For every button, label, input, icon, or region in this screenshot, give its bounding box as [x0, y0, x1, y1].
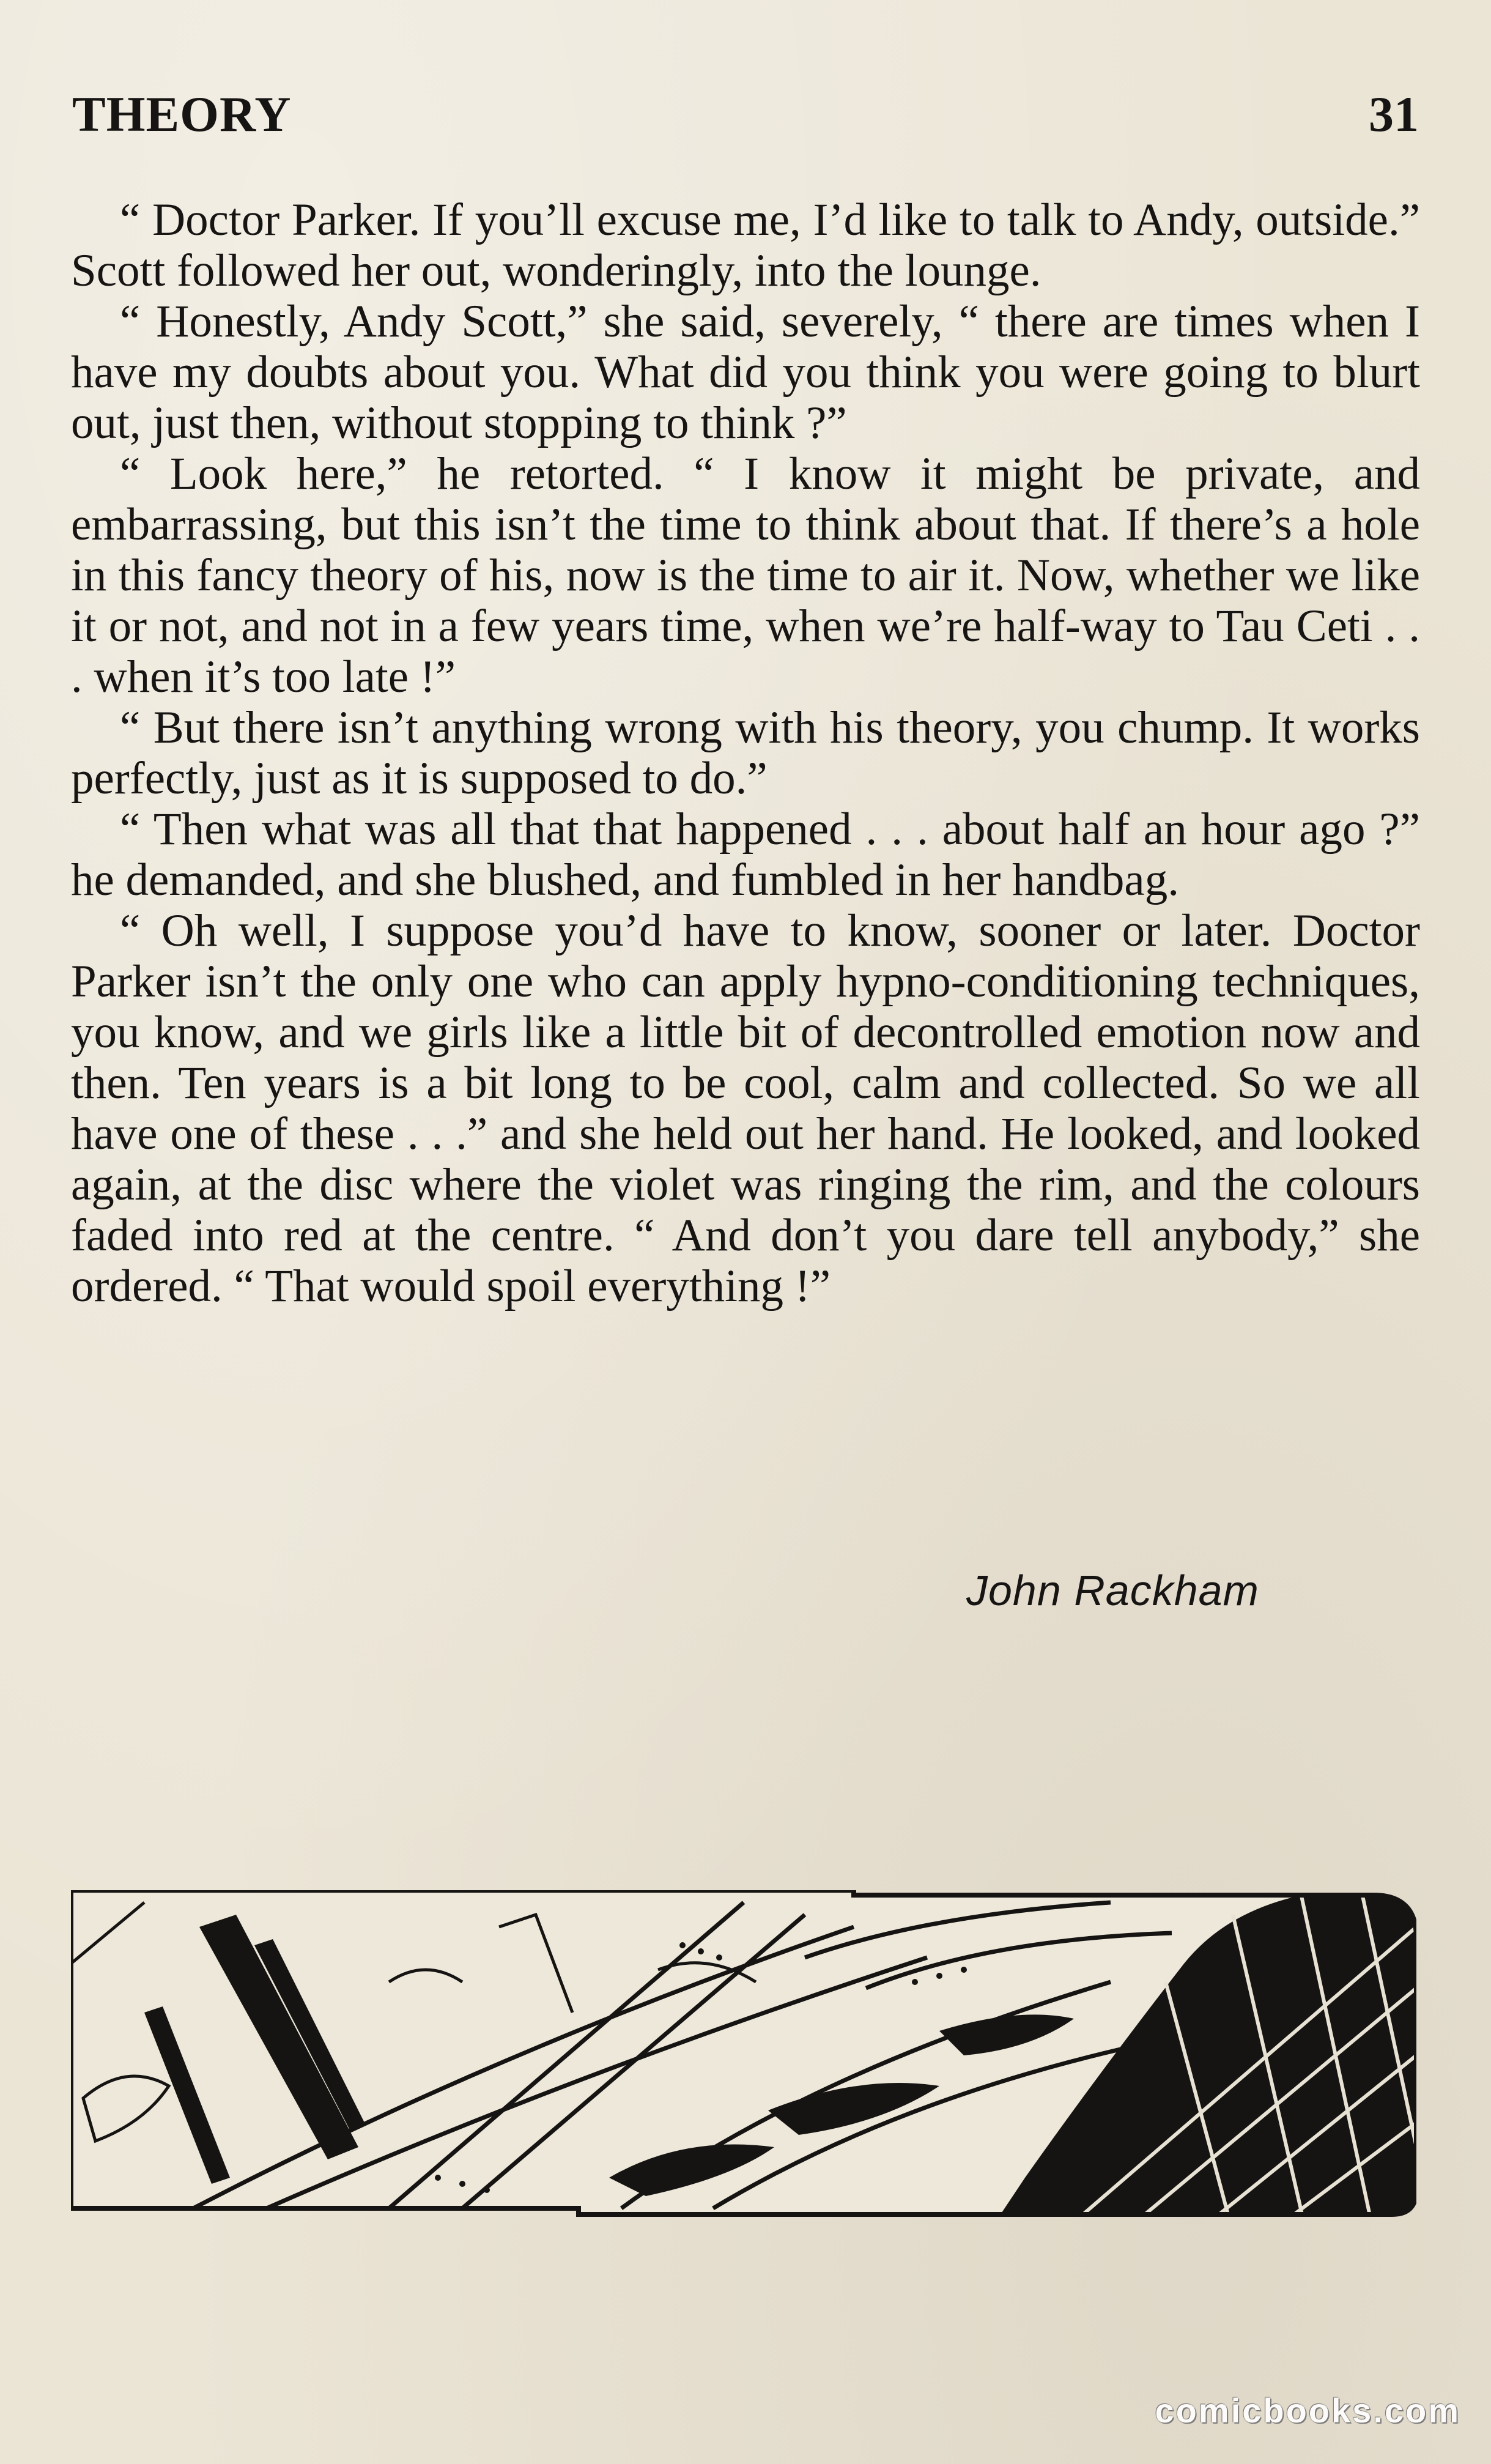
paragraph: “ Then what was all that that happened . . . about half an hour ago ?” he demanded, and she blushed, and fumbled in her handbag.	[71, 804, 1420, 905]
paragraph: “ Oh well, I suppose you’d have to know, sooner or later. Doctor Parker isn’t the only one who can apply hypno-conditioning techniques, you know, and we girls like a little bit of decontrolled emotion now and then. Ten years is a bit long to be cool, calm and collected. So we all have one of these . . .” and she held out her hand. He looked, and looked again, at the disc where the violet was ringing the rim, and the colours faded into red at the centre. “ And don’t you dare tell anybody,” she ordered. “ That would spoil everything !”	[71, 905, 1420, 1312]
author-byline: John Rackham	[966, 1567, 1259, 1614]
paragraph: “ But there isn’t anything wrong with his theory, you chump. It works perfectly, just as it is supposed to do.”	[71, 702, 1420, 804]
watermark: comicbooks.com	[1155, 2391, 1460, 2430]
running-title: THEORY	[72, 86, 292, 142]
paragraph: “ Honestly, Andy Scott,” she said, severely, “ there are times when I have my doubts about you. What did you think you were going to blurt out, just then, without stopping to think ?”	[71, 296, 1420, 448]
story-text	[71, 195, 1420, 1312]
paragraph: “ Look here,” he retorted. “ I know it might be private, and embarrassing, but this isn’t the time to think about that. If there’s a hole in this fancy theory of his, now is the time to air it. Now, whether we like it or not, and not in a few years time, when we’re half-way to Tau Ceti . . . when it’s too late !”	[71, 448, 1420, 702]
paragraph: “ Doctor Parker. If you’ll excuse me, I’d like to talk to Andy, outside.” Scott followed her out, wonderingly, into the lounge.	[71, 195, 1420, 296]
space-city-illustration	[71, 1890, 1416, 2233]
page-number: 31	[1369, 86, 1419, 142]
